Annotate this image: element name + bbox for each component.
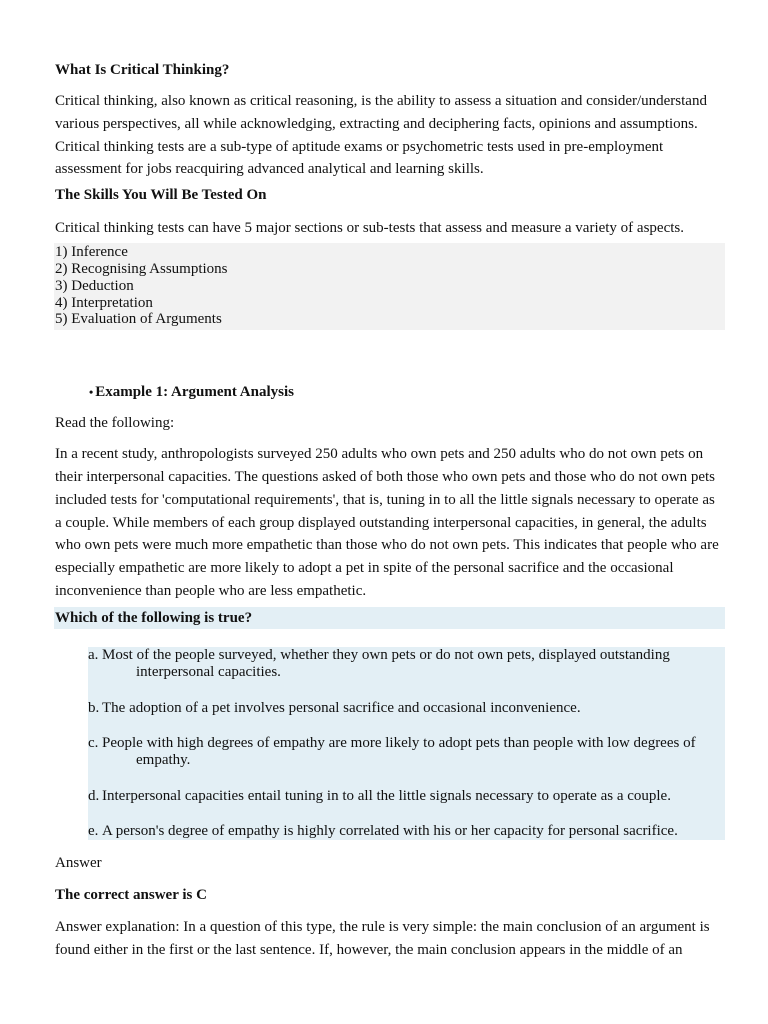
option-e[interactable] — [88, 823, 725, 841]
document-content — [55, 58, 725, 962]
skills-intro: Critical thinking tests can have 5 major sections or sub-tests that assess and measure a variety of aspects. — [55, 220, 684, 237]
option-letter: e. — [88, 822, 99, 839]
option-d[interactable] — [88, 788, 725, 806]
skill-item: 5) Evaluation of Arguments — [55, 311, 222, 328]
bullet-icon: • — [89, 385, 94, 400]
option-text: A person's degree of empathy is highly correlated with his or her capacity for personal sacrifice. — [102, 822, 678, 839]
skill-item: 2) Recognising Assumptions — [55, 260, 228, 277]
page-title: What Is Critical Thinking? — [55, 62, 230, 78]
option-c[interactable] — [88, 735, 725, 770]
intro-paragraph: Critical thinking, also known as critical reasoning, is the ability to assess a situation and consider/understand various perspectives, all while acknowledging, extracting and deciphering facts, opinions and assumptions. Critical thinking tests are a sub-type of aptitude exams or psychometric tests used in pre-employment assessment for jobs reacquiring advanced analytical and learning skills. — [55, 93, 707, 178]
option-letter: c. — [88, 734, 99, 751]
option-a[interactable] — [88, 647, 725, 682]
option-text: Most of the people surveyed, whether they own pets or do not own pets, displayed outstanding interpersonal capacities. — [102, 646, 670, 681]
option-letter: b. — [88, 699, 100, 716]
option-text: Interpersonal capacities entail tuning in to all the little signals necessary to operate as a couple. — [102, 787, 671, 804]
answer-explanation: Answer explanation: In a question of this type, the rule is very simple: the main conclusion of an argument is found either in the first or the last sentence. If, however, the main conclusion appears in the middle of an — [55, 919, 710, 959]
example-heading-text: Example 1: Argument Analysis — [95, 384, 294, 401]
option-text: The adoption of a pet involves personal sacrifice and occasional inconvenience. — [102, 699, 581, 716]
skill-item: 3) Deduction — [55, 277, 134, 294]
answer-options — [88, 647, 725, 841]
read-instruction: Read the following: — [55, 415, 175, 432]
question-heading: Which of the following is true? — [54, 607, 725, 629]
skill-item: 1) Inference — [55, 244, 128, 261]
skills-heading: The Skills You Will Be Tested On — [55, 187, 267, 204]
example-passage: In a recent study, anthropologists surveyed 250 adults who own pets and 250 adults who do not own pets on their interpersonal capacities. The questions asked of both those who own pets and those who do not own pets included tests for 'computational requirements', that is, tuning in to all the little signals necessary to operate as a couple. While members of each group displayed outstanding interpersonal capacities, in general, the adults who own pets were much more empathetic than those who do not own pets. This indicates that people who are especially empathetic are more likely to adopt a pet in spite of the personal sacrifice and the occasional inconvenience than people who are less empathetic. — [55, 446, 719, 599]
option-letter: d. — [88, 787, 100, 804]
option-text: People with high degrees of empathy are more likely to adopt pets than people with low degrees of empathy. — [102, 734, 696, 769]
skills-list — [54, 243, 725, 330]
skill-item: 4) Interpretation — [55, 294, 153, 311]
example-heading — [89, 380, 725, 404]
option-b[interactable] — [88, 700, 725, 718]
option-letter: a. — [88, 646, 99, 663]
correct-answer: The correct answer is C — [55, 887, 207, 904]
answer-label: Answer — [55, 855, 102, 872]
